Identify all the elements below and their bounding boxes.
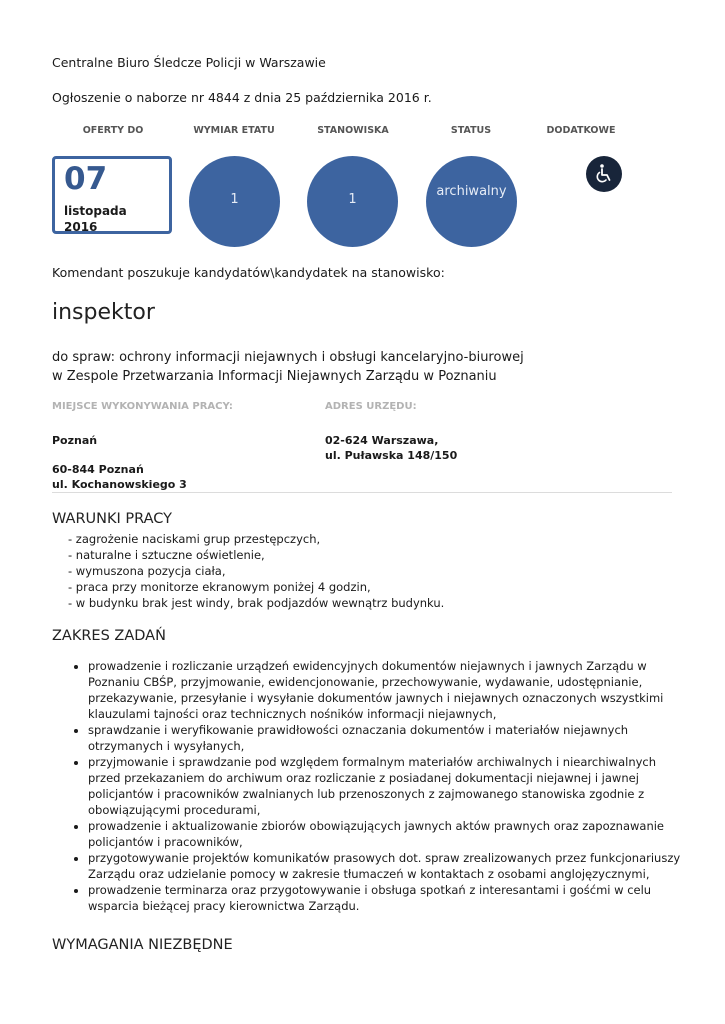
requirements-heading: WYMAGANIA NIEZBĘDNE (52, 937, 233, 953)
deadline-month-year (64, 203, 127, 235)
work-city: Poznań (52, 434, 98, 447)
etat-label: WYMIAR ETATU (193, 125, 275, 136)
list-item: • prowadzenie i aktualizowanie zbiorów obowiązujących jawnych aktów prawnych oraz zapoznawanie policjantów i pracowników, (88, 818, 688, 850)
announcement-line: Ogłoszenie o naborze nr 4844 z dnia 25 października 2016 r. (52, 90, 432, 105)
intro-text: Komendant poszukuje kandydatów\kandydatek na stanowisko: (52, 265, 445, 280)
duties-list (72, 658, 688, 914)
work-zip: 60-844 Poznań (52, 463, 144, 476)
list-item: - wymuszona pozycja ciała, (68, 564, 226, 578)
position-line-1: do spraw: ochrony informacji niejawnych i obsługi kancelaryjno-biurowej (52, 350, 524, 365)
position-line-2: w Zespole Przetwarzania Informacji Niejawnych Zarządu w Poznaniu (52, 369, 497, 384)
list-item: • prowadzenie i rozliczanie urządzeń ewidencyjnych dokumentów niejawnych i jawnych Zarządu w Poznaniu CBŚP, przyjmowanie, ewidencjonowanie, przechowywanie, wydawanie, udostępnianie, przekazywanie, przesyłanie i wysyłanie dokumentów jawnych i niejawnych oznaczonych wszystkimi klauzulami tajności oraz technicznych nośników informacji niejawnych, (88, 658, 688, 722)
list-item: - naturalne i sztuczne oświetlenie, (68, 548, 265, 562)
office-address (325, 433, 457, 463)
office-street: ul. Puławska 148/150 (325, 449, 458, 462)
deadline-day: 07 (64, 161, 108, 197)
conditions-heading: WARUNKI PRACY (52, 511, 173, 527)
position-description (52, 348, 524, 386)
wheelchair-accessibility-icon (586, 156, 622, 192)
positions-label: STANOWISKA (317, 125, 389, 136)
deadline-month: listopada (64, 204, 127, 218)
institution-name: Centralne Biuro Śledcze Policji w Warszawie (52, 55, 326, 70)
office-zip: 02-624 Warszawa, (325, 434, 439, 447)
duties-heading: ZAKRES ZADAŃ (52, 628, 166, 644)
etat-value: 1 (230, 192, 239, 207)
deadline-label: OFERTY DO (82, 125, 144, 136)
work-street: ul. Kochanowskiego 3 (52, 478, 187, 491)
status-circle (426, 156, 517, 247)
work-location-label: MIEJSCE WYKONYWANIA PRACY: (52, 401, 233, 412)
list-item: • prowadzenie terminarza oraz przygotowywanie i obsługa spotkań z interesantami i gośćmi w celu wsparcia bieżącej pracy kierownictwa Zarządu. (88, 882, 688, 914)
positions-value: 1 (348, 192, 357, 207)
position-title: inspektor (52, 300, 155, 325)
list-item: - zagrożenie naciskami grup przestępczych, (68, 532, 321, 546)
etat-circle (189, 156, 280, 247)
positions-circle (307, 156, 398, 247)
status-value: archiwalny (436, 184, 507, 199)
list-item: • przyjmowanie i sprawdzanie pod względem formalnym materiałów archiwalnych i niearchiwalnych przed przekazaniem do archiwum oraz rozliczanie z posiadanej dokumentacji niejawnej i jawnej policjantów i pracowników zwalnianych lub przenoszonych z zajmowanego stanowiska zgodnie z obowiązującymi procedurami, (88, 754, 688, 818)
list-item: • przygotowywanie projektów komunikatów prasowych dot. spraw zrealizowanych przez funkcjonariuszy Zarządu oraz udzielanie pomocy w zakresie tłumaczeń w kontaktach z osobami anglojęzycznymi, (88, 850, 688, 882)
wheelchair-glyph (593, 163, 615, 185)
status-label: STATUS (450, 125, 492, 136)
conditions-list (68, 531, 444, 611)
work-address (52, 462, 187, 492)
list-item: - praca przy monitorze ekranowym poniżej 4 godzin, (68, 580, 371, 594)
deadline-year: 2016 (64, 220, 98, 234)
extra-label: DODATKOWE (546, 125, 616, 136)
section-divider (52, 492, 672, 493)
deadline-date-box (52, 156, 172, 234)
office-address-label: ADRES URZĘDU: (325, 401, 417, 412)
list-item: • sprawdzanie i weryfikowanie prawidłowości oznaczania dokumentów i materiałów niejawnych otrzymanych i wysyłanych, (88, 722, 688, 754)
list-item: - w budynku brak jest windy, brak podjazdów wewnątrz budynku. (68, 596, 445, 610)
